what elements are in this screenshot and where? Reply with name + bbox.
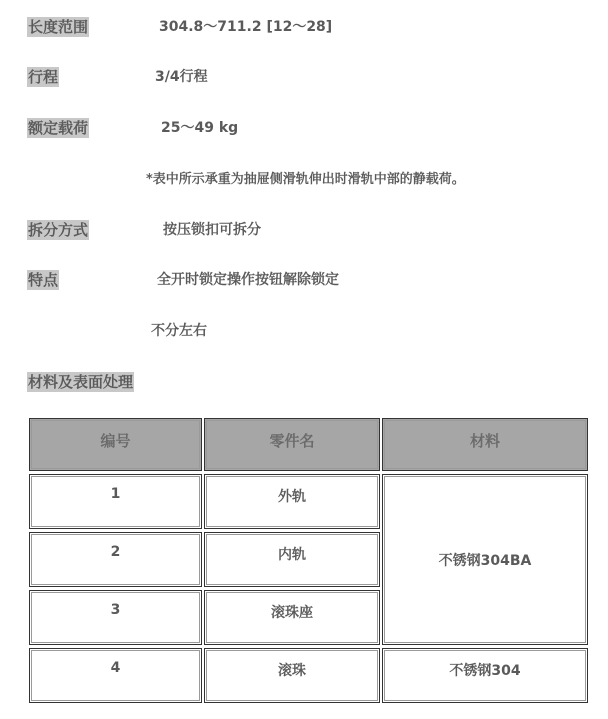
features-label: 特点 [28, 271, 59, 289]
row-4-material: 不锈钢304 [382, 648, 588, 703]
load-note: *表中所示承重为抽屉侧滑轨伸出时滑轨中部的静载荷。 [146, 172, 465, 187]
row-4-number: 4 [29, 648, 202, 703]
load-label: 额定载荷 [28, 119, 89, 137]
header-number: 编号 [29, 418, 202, 471]
row-4-part: 滚珠 [204, 648, 380, 703]
length-value: 304.8～711.2 [12～28] [159, 19, 333, 35]
row-2-number: 2 [29, 532, 202, 587]
header-material: 材料 [382, 418, 588, 471]
merged-material-cell: 不锈钢304BA [382, 474, 588, 645]
features-value: 全开时锁定操作按钮解除锁定 [157, 272, 339, 288]
row-2-part: 内轨 [204, 532, 380, 587]
row-3-part: 滚珠座 [204, 590, 380, 645]
row-3-number: 3 [29, 590, 202, 645]
material-heading: 材料及表面处理 [28, 373, 134, 391]
stroke-label: 行程 [28, 68, 59, 86]
disassembly-label: 拆分方式 [28, 221, 89, 239]
row-1-part: 外轨 [204, 474, 380, 529]
features-value-2: 不分左右 [151, 323, 207, 339]
stroke-value: 3/4行程 [155, 69, 208, 85]
header-part-name: 零件名 [204, 418, 380, 471]
disassembly-value: 按压锁扣可拆分 [163, 222, 261, 238]
load-value: 25～49 kg [161, 120, 239, 136]
length-label: 长度范围 [28, 18, 89, 36]
row-1-number: 1 [29, 474, 202, 529]
